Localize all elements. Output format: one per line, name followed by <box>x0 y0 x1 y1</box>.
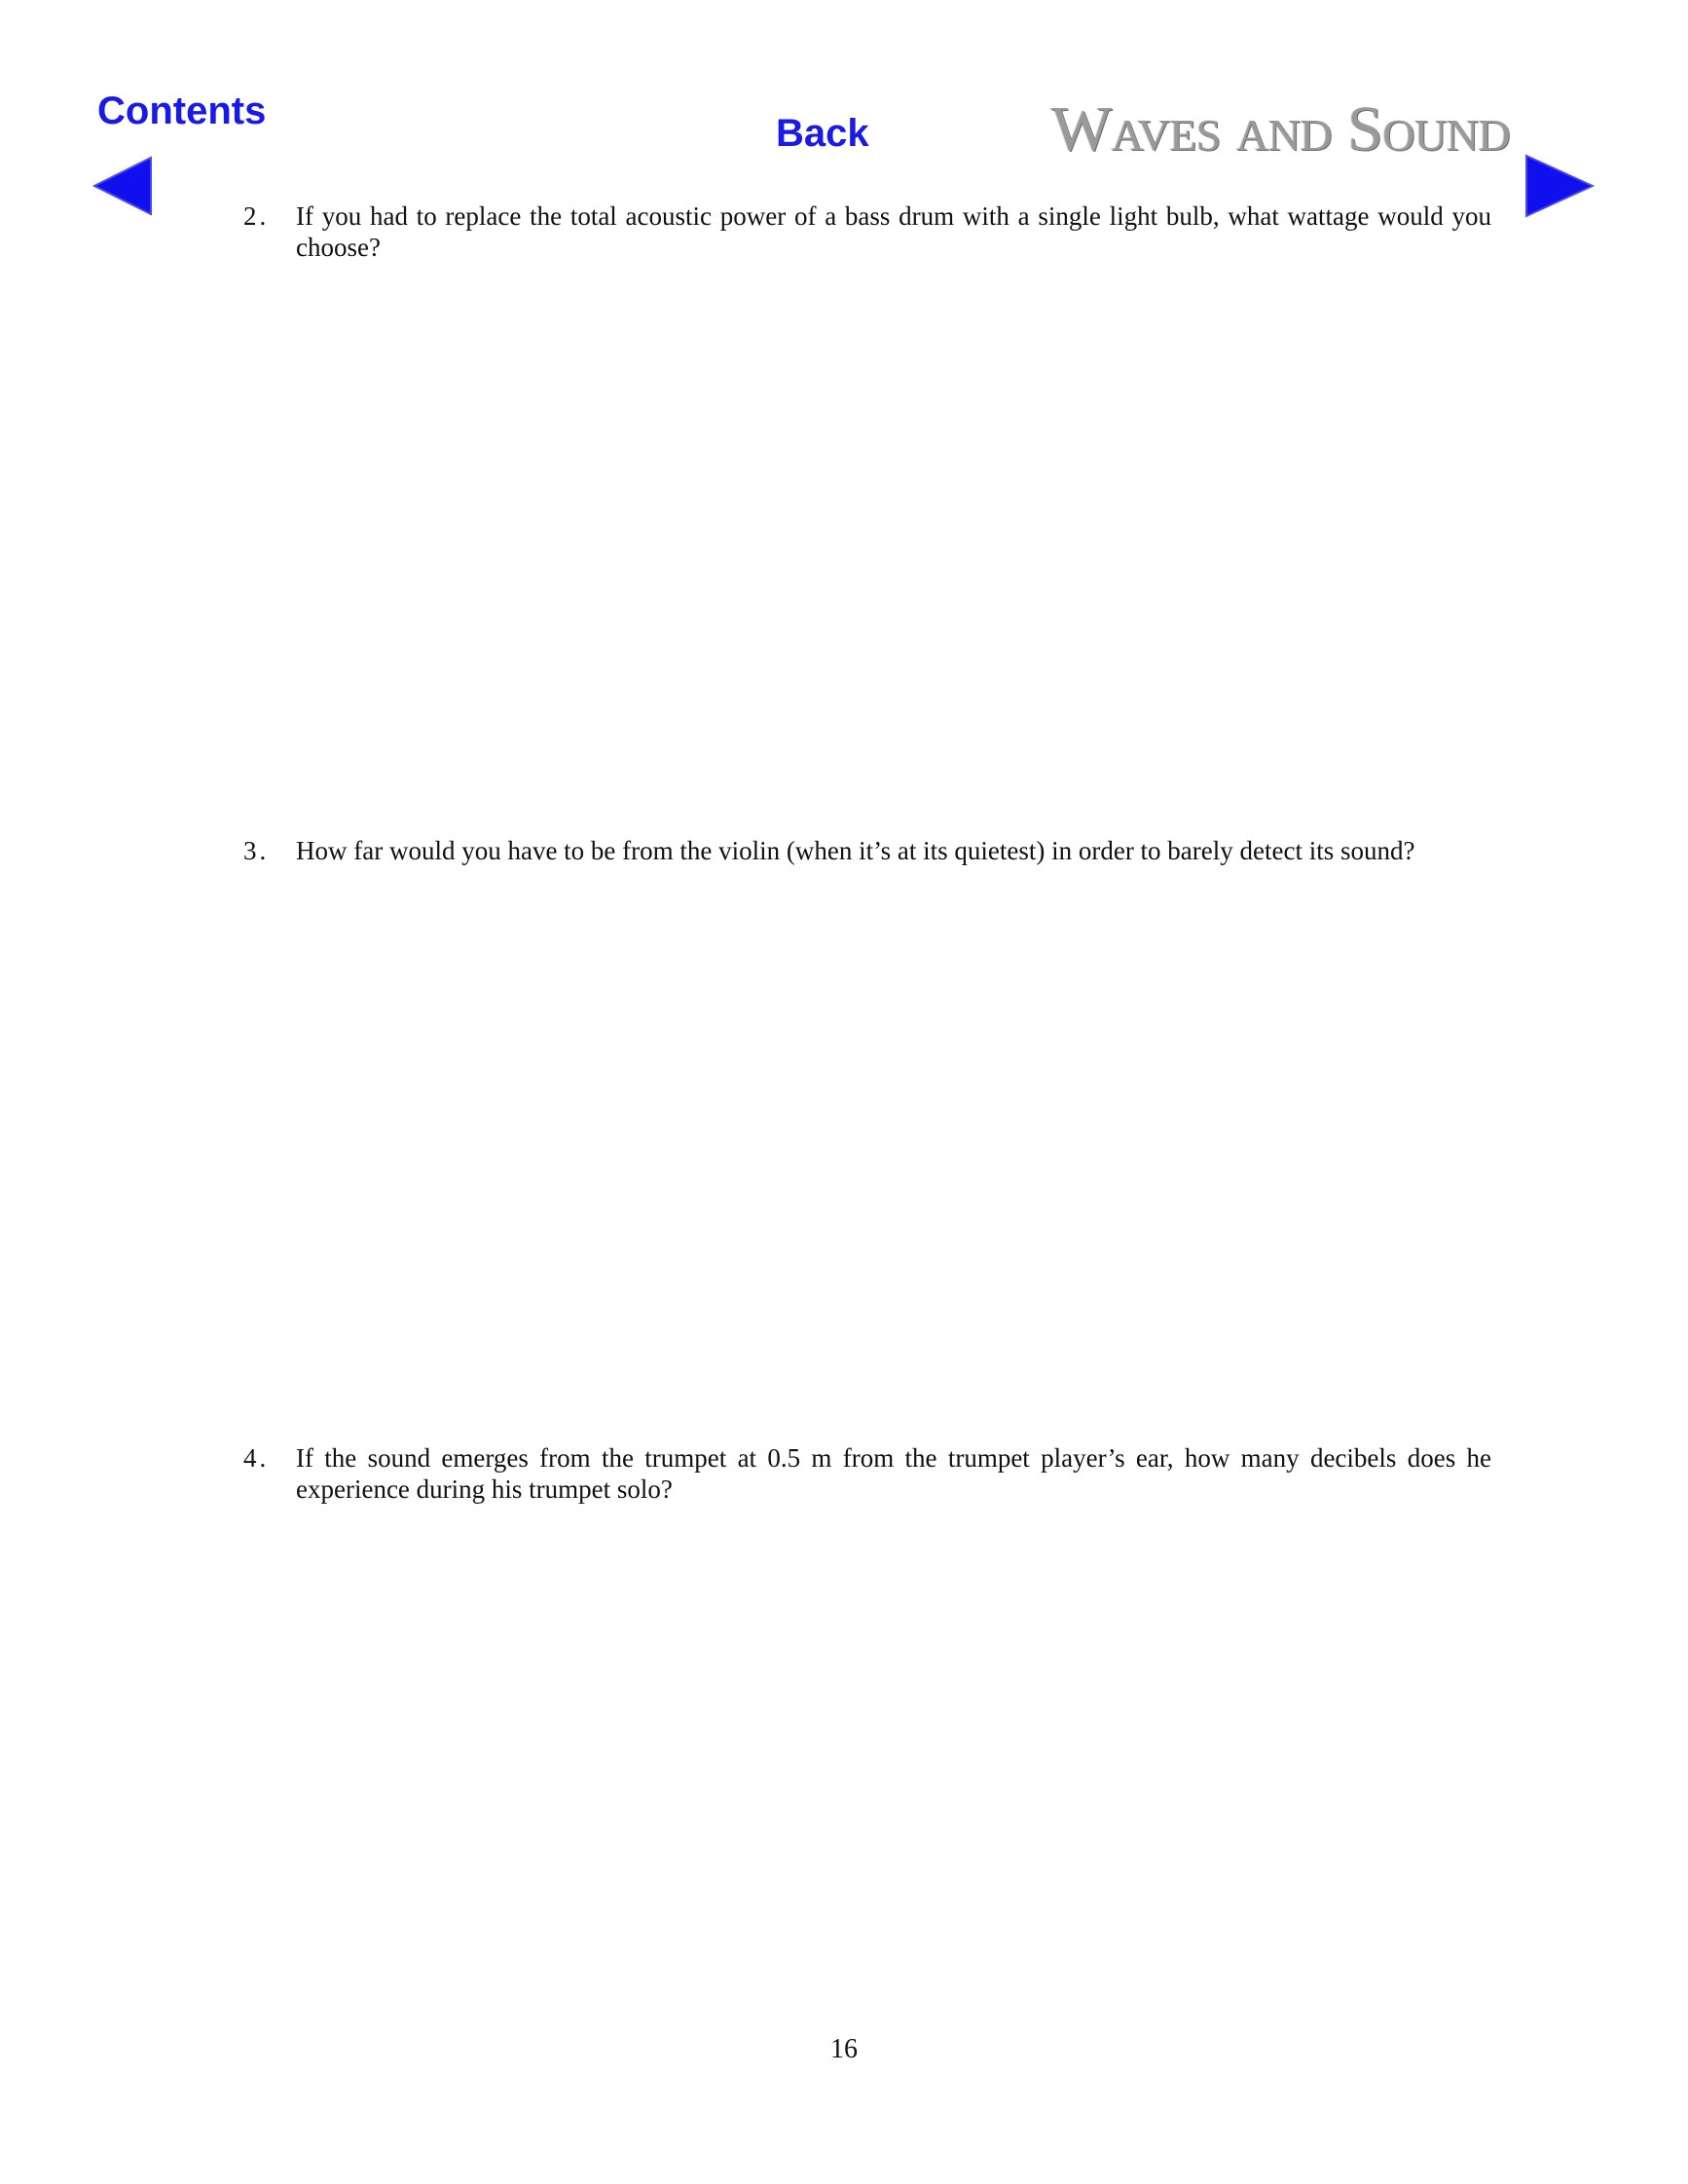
question-number: 4. <box>243 1443 270 1473</box>
question-2 <box>243 200 1491 263</box>
question-text: If the sound emerges from the trumpet at 0.5 m from the trumpet player’s ear, how many decibels does he experience during his trumpet solo? <box>296 1443 1491 1504</box>
back-link[interactable]: Back <box>776 112 869 155</box>
question-number: 3. <box>243 836 270 865</box>
question-text: How far would you have to be from the violin (when it’s at its quietest) in order to barely detect its sound? <box>296 836 1415 865</box>
previous-page-arrow-icon[interactable] <box>92 156 153 216</box>
question-number: 2. <box>243 201 270 231</box>
next-page-arrow-icon[interactable] <box>1524 154 1595 218</box>
question-4 <box>243 1442 1491 1505</box>
question-3 <box>243 835 1491 866</box>
section-title: Waves and Sound <box>1051 93 1511 164</box>
question-text: If you had to replace the total acoustic power of a bass drum with a single light bulb, what wattage would you choose? <box>296 201 1491 262</box>
page-number: 16 <box>830 2034 858 2064</box>
contents-link[interactable]: Contents <box>97 90 267 132</box>
